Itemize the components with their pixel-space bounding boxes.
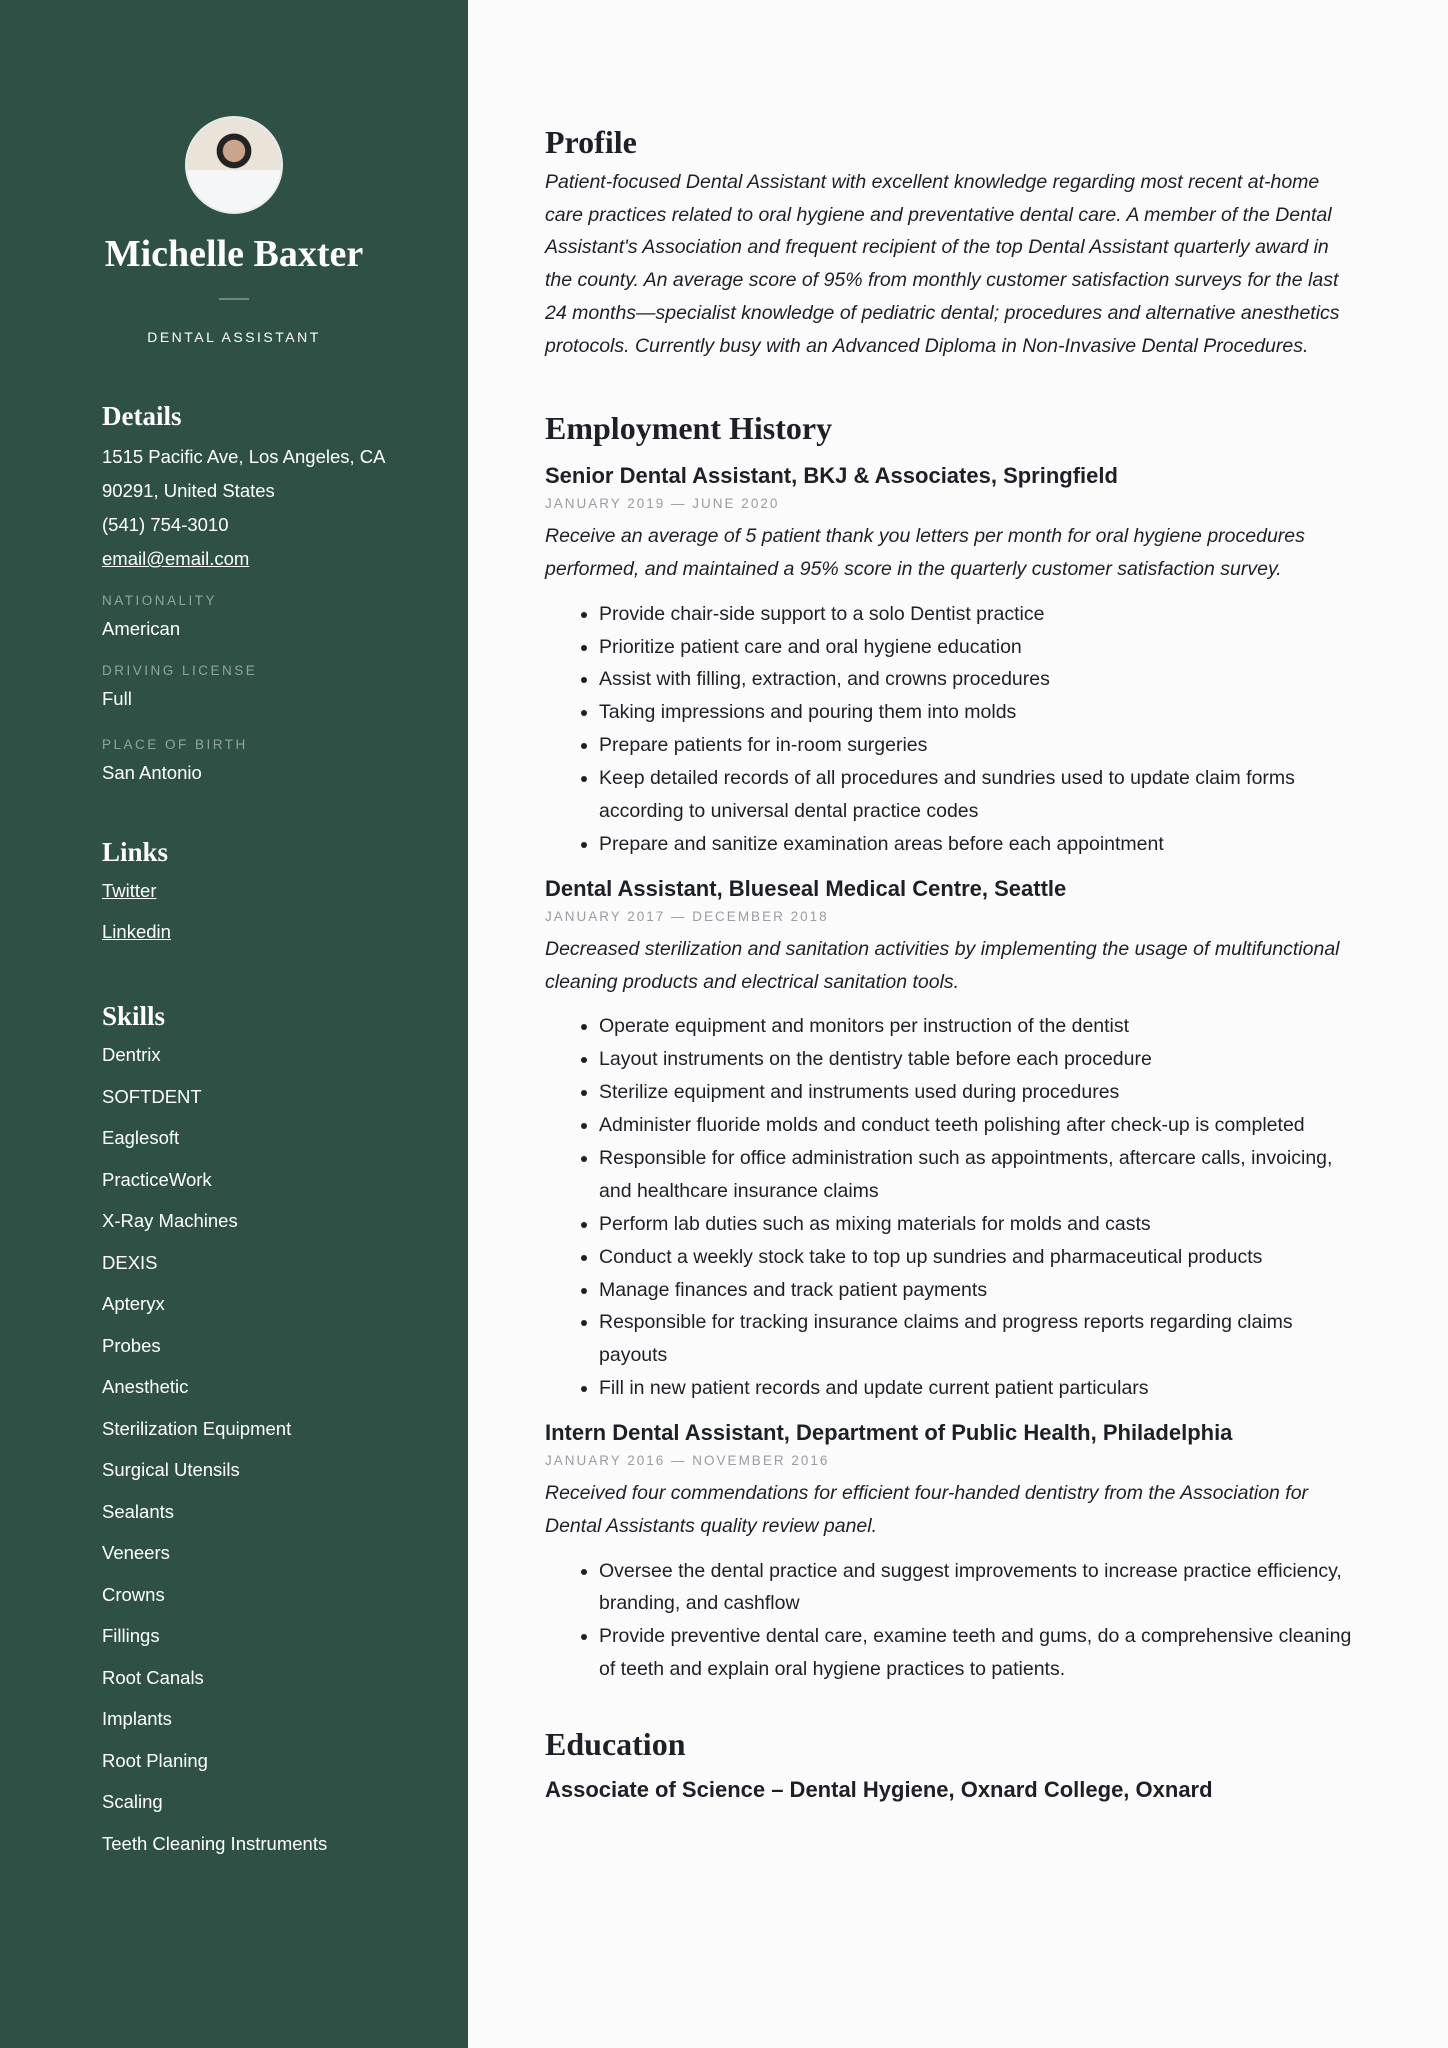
bullet-item: • Fill in new patient records and update current patient particulars bbox=[599, 1372, 1355, 1405]
job-bullets bbox=[599, 598, 1355, 861]
skills-heading: Skills bbox=[102, 1001, 166, 1031]
skill-item: Anesthetic bbox=[102, 1376, 189, 1397]
skill-item: DEXIS bbox=[102, 1251, 158, 1273]
bullet-item: • Keep detailed records of all procedures and sundries used to update claim forms according to universal dental practice codes bbox=[599, 762, 1355, 828]
bullet-item: • Perform lab duties such as mixing materials for molds and casts bbox=[599, 1208, 1355, 1241]
skill-item: Crowns bbox=[102, 1583, 165, 1605]
phone: (541) 754-3010 bbox=[102, 514, 229, 535]
candidate-name: Michelle Baxter bbox=[104, 233, 364, 275]
details-heading: Details bbox=[102, 401, 182, 431]
license-value: Full bbox=[102, 688, 132, 709]
bullet-item: • Sterilize equipment and instruments used during procedures bbox=[599, 1076, 1355, 1109]
nationality-label: NATIONALITY bbox=[102, 593, 218, 608]
candidate-title: DENTAL ASSISTANT bbox=[147, 329, 321, 345]
job-bullets bbox=[599, 1010, 1355, 1405]
bullet-item: • Prepare and sanitize examination areas before each appointment bbox=[599, 828, 1355, 861]
skill-item: Veneers bbox=[102, 1542, 170, 1563]
education-entry: Associate of Science – Dental Hygiene, Oxnard College, Oxnard bbox=[545, 1777, 1213, 1803]
link-twitter[interactable]: Twitter bbox=[102, 880, 157, 901]
main-content bbox=[545, 0, 1355, 1806]
skill-item: Teeth Cleaning Instruments bbox=[102, 1832, 328, 1854]
job-entry bbox=[545, 1417, 1355, 1686]
bullet-item: • Assist with filling, extraction, and crowns procedures bbox=[599, 663, 1355, 696]
skill-item: Probes bbox=[102, 1334, 161, 1356]
job-description: Receive an average of 5 patient thank you letters per month for oral hygiene procedures performed, and maintained a 95% score in the quarterly customer satisfaction survey. bbox=[545, 525, 1305, 580]
skill-item: Root Planing bbox=[102, 1749, 208, 1771]
email-link[interactable]: email@email.com bbox=[102, 548, 250, 569]
job-title: Dental Assistant, Blueseal Medical Centre, Seattle bbox=[545, 875, 1067, 901]
skill-item: SOFTDENT bbox=[102, 1085, 202, 1107]
profile-photo bbox=[185, 116, 283, 214]
bullet-item: • Layout instruments on the dentistry table before each procedure bbox=[599, 1043, 1355, 1076]
bullet-item: • Conduct a weekly stock take to top up sundries and pharmaceutical products bbox=[599, 1241, 1355, 1274]
bullet-item: • Manage finances and track patient payments bbox=[599, 1274, 1355, 1307]
divider bbox=[219, 298, 249, 300]
skill-item: Sterilization Equipment bbox=[102, 1417, 292, 1439]
job-description: Received four commendations for efficient four-handed dentistry from the Association for Dental Assistants quality review panel. bbox=[545, 1482, 1309, 1537]
profile-text: Patient-focused Dental Assistant with excellent knowledge regarding most recent at-home care practices related to oral hygiene and preventative dental care. A member of the Dental Assistant's Association and frequent recipient of the top Dental Assistant quarterly award in the county. An average score of 95% from monthly customer satisfaction surveys for the last 24 months—specialist knowledge of pediatric dental; procedures and alternative anesthetics protocols. Currently busy with an Advanced Diploma in Non-Invasive Dental Procedures. bbox=[545, 171, 1340, 357]
bullet-item: • Administer fluoride molds and conduct teeth polishing after check-up is completed bbox=[599, 1109, 1355, 1142]
bullet-item: • Provide preventive dental care, examine teeth and gums, do a comprehensive cleaning of teeth and explain oral hygiene practices to patients. bbox=[599, 1620, 1355, 1686]
license-label: DRIVING LICENSE bbox=[102, 663, 258, 678]
skill-item: Root Canals bbox=[102, 1666, 204, 1688]
bullet-item: • Provide chair-side support to a solo Dentist practice bbox=[599, 598, 1355, 631]
skill-item: Fillings bbox=[102, 1625, 160, 1646]
birth-value: San Antonio bbox=[102, 762, 202, 783]
bullet-item: • Taking impressions and pouring them into molds bbox=[599, 696, 1355, 729]
skill-item: Apteryx bbox=[102, 1293, 165, 1314]
skill-item: Sealants bbox=[102, 1500, 174, 1522]
skill-item: PracticeWork bbox=[102, 1168, 212, 1190]
job-dates: JANUARY 2019 — JUNE 2020 bbox=[545, 496, 780, 512]
job-dates: JANUARY 2016 — NOVEMBER 2016 bbox=[545, 1453, 830, 1469]
job-dates: JANUARY 2017 — DECEMBER 2018 bbox=[545, 908, 829, 924]
skill-item: X-Ray Machines bbox=[102, 1210, 238, 1231]
bullet-item: • Responsible for tracking insurance claims and progress reports regarding claims payouts bbox=[599, 1306, 1355, 1372]
address-line1: 1515 Pacific Ave, Los Angeles, CA bbox=[102, 446, 386, 467]
job-title: Intern Dental Assistant, Department of Public Health, Philadelphia bbox=[545, 1420, 1233, 1446]
bullet-item: • Prioritize patient care and oral hygiene education bbox=[599, 631, 1355, 664]
bullet-item: • Responsible for office administration such as appointments, aftercare calls, invoicing, and healthcare insurance claims bbox=[599, 1142, 1355, 1208]
links-heading: Links bbox=[102, 837, 169, 867]
skill-item: Eaglesoft bbox=[102, 1127, 180, 1148]
job-description: Decreased sterilization and sanitation activities by implementing the usage of multifunctional cleaning products and electrical sanitation tools. bbox=[545, 937, 1340, 993]
skill-item: Scaling bbox=[102, 1791, 163, 1812]
job-bullets bbox=[599, 1555, 1355, 1687]
skill-item: Surgical Utensils bbox=[102, 1459, 240, 1480]
job-entry bbox=[545, 460, 1355, 861]
link-linkedin[interactable]: Linkedin bbox=[102, 921, 171, 942]
nationality-value: American bbox=[102, 618, 181, 639]
birth-label: PLACE OF BIRTH bbox=[102, 737, 248, 752]
bullet-item: • Prepare patients for in-room surgeries bbox=[599, 729, 1355, 762]
skill-item: Implants bbox=[102, 1708, 172, 1729]
education-heading: Education bbox=[545, 1726, 686, 1763]
job-entry bbox=[545, 873, 1355, 1405]
bullet-item: • Oversee the dental practice and suggest improvements to increase practice efficiency, branding, and cashflow bbox=[599, 1555, 1355, 1621]
job-title: Senior Dental Assistant, BKJ & Associates, Springfield bbox=[545, 463, 1118, 489]
profile-heading: Profile bbox=[545, 124, 637, 160]
sidebar bbox=[0, 0, 468, 2048]
employment-heading: Employment History bbox=[545, 410, 833, 447]
skill-item: Dentrix bbox=[102, 1044, 161, 1065]
bullet-item: • Operate equipment and monitors per instruction of the dentist bbox=[599, 1010, 1355, 1043]
address-line2: 90291, United States bbox=[102, 480, 275, 501]
